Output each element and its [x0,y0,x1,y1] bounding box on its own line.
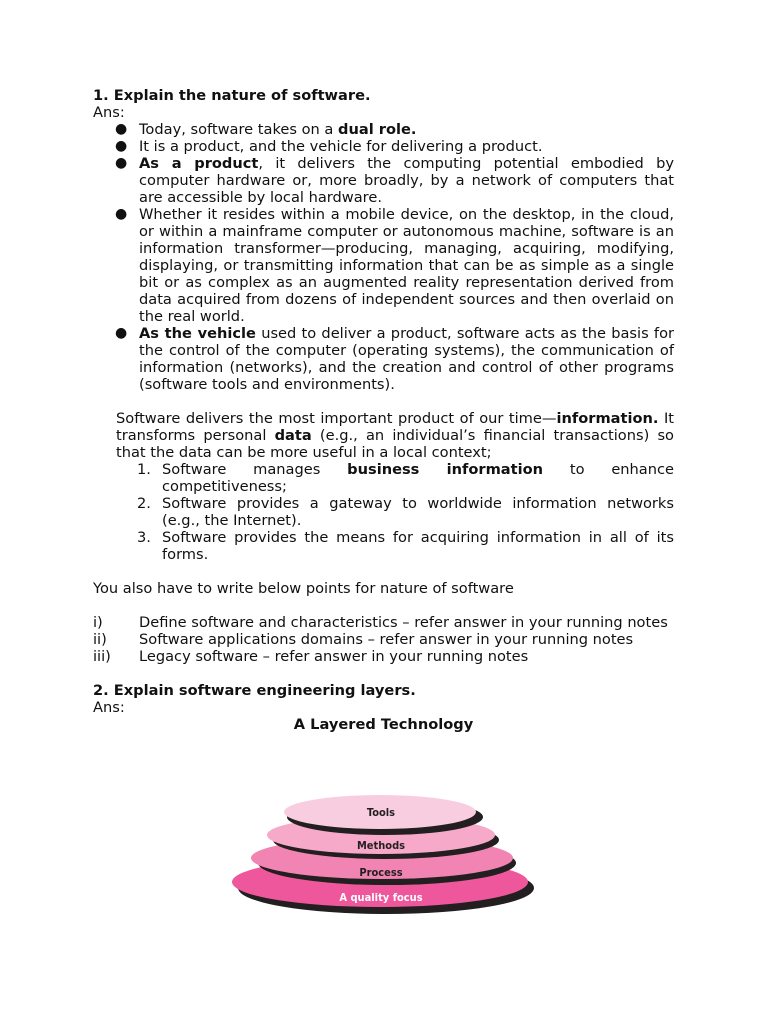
also-write-note: You also have to write below points for nature of software [93,580,514,597]
roman-list [93,614,674,665]
list-item: ii) Software applications domains – refer answer in your running notes [93,631,634,648]
nature-bullet-list [93,121,674,393]
question-1-heading: 1. Explain the nature of software. [93,87,371,104]
quality-label: A quality focus [339,891,423,904]
answer-label: Ans: [93,104,125,121]
question-2-heading: 2. Explain software engineering layers. [93,682,416,699]
list-item: 1. Software manages business information to enhance competitiveness; [137,461,674,495]
list-item: ● Whether it resides within a mobile device, on the desktop, in the cloud, or within a mainframe computer or autonomous machine, software is an information transformer—producing, managing, acquiring, modifying, displaying, or transmitting information that can be as simple as a single bit or as complex as an augmented reality representation derived from data acquired from dozens of independent sources and then overlaid on the real world. [115,206,674,325]
list-item: ● As a product, it delivers the computing potential embodied by computer hardware or, more broadly, by a network of computers that are accessible by local hardware. [115,155,674,206]
bullet-icon: ● [115,138,128,154]
bullet-icon: ● [115,325,128,341]
methods-label: Methods [356,839,406,852]
numbered-list [93,461,674,563]
figure-title: A Layered Technology [293,716,474,733]
list-item: ● Today, software takes on a dual role. [115,121,417,138]
list-item: i) Define software and characteristics – refer answer in your running notes [93,614,668,631]
process-label: Process [359,866,403,879]
list-item: ● It is a product, and the vehicle for delivering a product. [115,138,543,155]
bullet-icon: ● [115,206,128,222]
bullet-icon: ● [115,155,128,171]
list-item: 2. Software provides a gateway to worldwide information networks (e.g., the Internet). [137,495,674,529]
answer-label: Ans: [93,699,125,716]
document-content [93,87,674,733]
bullet-icon: ● [115,121,128,137]
list-item: iii) Legacy software – refer answer in your running notes [93,648,529,665]
layered-technology-diagram [228,790,538,922]
list-item: 3. Software provides the means for acquiring information in all of its forms. [137,529,674,563]
information-paragraph: Software delivers the most important product of our time—information. It transforms personal data (e.g., an individual’s financial transactions) so that the data can be more useful in a local context; [116,410,674,461]
tools-label: Tools [366,806,396,819]
list-item: ● As the vehicle used to deliver a product, software acts as the basis for the control of the computer (operating systems), the communication of information (networks), and the creation and control of other programs (software tools and environments). [115,325,674,393]
